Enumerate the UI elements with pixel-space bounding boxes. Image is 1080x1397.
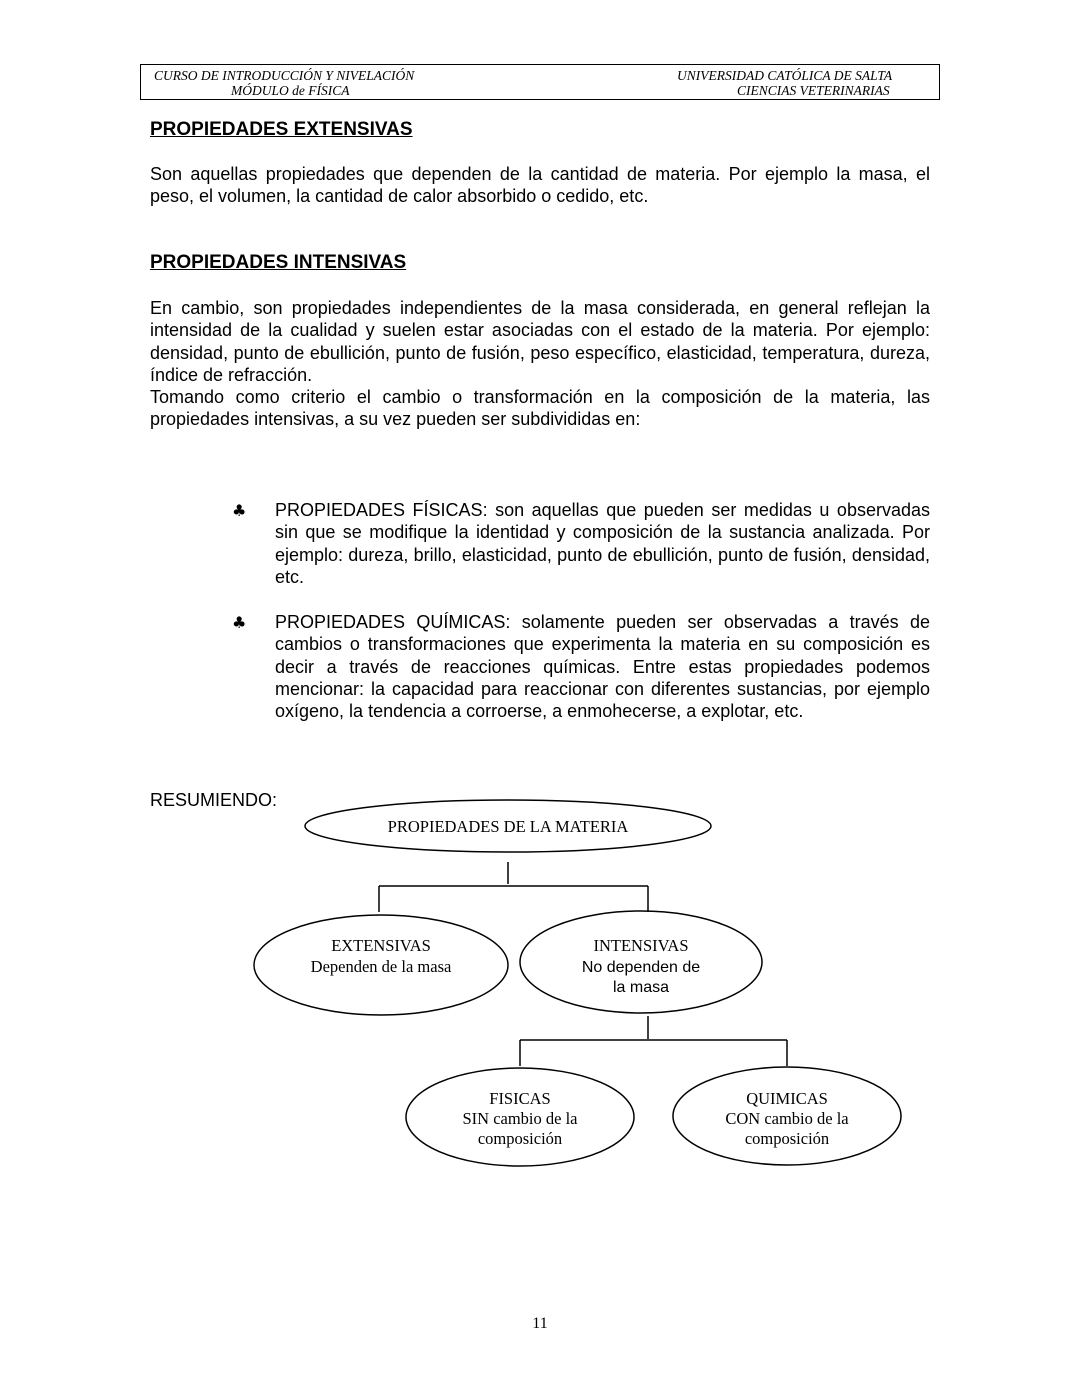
header-faculty: CIENCIAS VETERINARIAS [737,83,890,98]
fisicas-title: FISICAS [489,1089,551,1108]
header-module: MÓDULO de FÍSICA [231,83,350,98]
page-number: 11 [532,1315,548,1332]
intensivas-title: INTENSIVAS [593,936,689,955]
bullet-fisicas: PROPIEDADES FÍSICAS: son aquellas que pueden ser medidas u observadas sin que se modifique la identidad y composición de la sustancia analizada. Por ejemplo: dureza, brillo, elasticidad, punto de ebullición, punto de fusión, densidad, etc. [275,500,930,587]
header-course: CURSO DE INTRODUCCIÓN Y NIVELACIÓN [154,68,415,83]
intensivas-heading: PROPIEDADES INTENSIVAS [150,252,407,273]
intensivas-paragraph-1: En cambio, son propiedades independientes de la masa considerada, en general reflejan la intensidad de la cualidad y suelen estar asociadas con el estado de la materia. Por ejemplo: densidad, punto de ebullición, punto de fusión, peso específico, elasticidad, temperatura, dureza, índice de refracción. [150,298,930,385]
fisicas-desc-2: composición [477,1129,563,1148]
extensivas-heading: PROPIEDADES EXTENSIVAS [150,119,413,140]
quimicas-desc-1: CON cambio de la [725,1109,849,1128]
extensivas-paragraph: Son aquellas propiedades que dependen de la cantidad de materia. Por ejemplo la masa, el peso, el volumen, la cantidad de calor absorbido o cedido, etc. [150,164,930,207]
header-university: UNIVERSIDAD CATÓLICA DE SALTA [677,68,893,83]
fisicas-desc-1: SIN cambio de la [462,1109,578,1128]
intensivas-desc-1: No dependen de [581,959,701,976]
extensivas-title: EXTENSIVAS [331,936,431,955]
club-icon: ♣ [232,613,247,632]
intensivas-paragraph-2: Tomando como criterio el cambio o transformación en la composición de la materia, las propiedades intensivas, a su vez pueden ser subdivididas en: [150,387,930,430]
club-icon: ♣ [232,501,247,520]
quimicas-desc-2: composición [744,1129,830,1148]
root-label: PROPIEDADES DE LA MATERIA [387,817,629,836]
quimicas-title: QUIMICAS [746,1089,828,1108]
bullet-quimicas: PROPIEDADES QUÍMICAS: solamente pueden ser observadas a través de cambios o transformaciones que experimenta la materia en su composición es decir a través de reacciones químicas. Entre estas propiedades podemos mencionar: la capacidad para reaccionar con diferentes sustancias, por ejemplo oxígeno, la tendencia a corroerse, a enmohecerse, a explotar, etc. [275,612,930,722]
intensivas-desc-2: la masa [612,979,670,996]
summary-label: RESUMIENDO: [150,790,278,810]
extensivas-desc: Dependen de la masa [310,957,452,976]
